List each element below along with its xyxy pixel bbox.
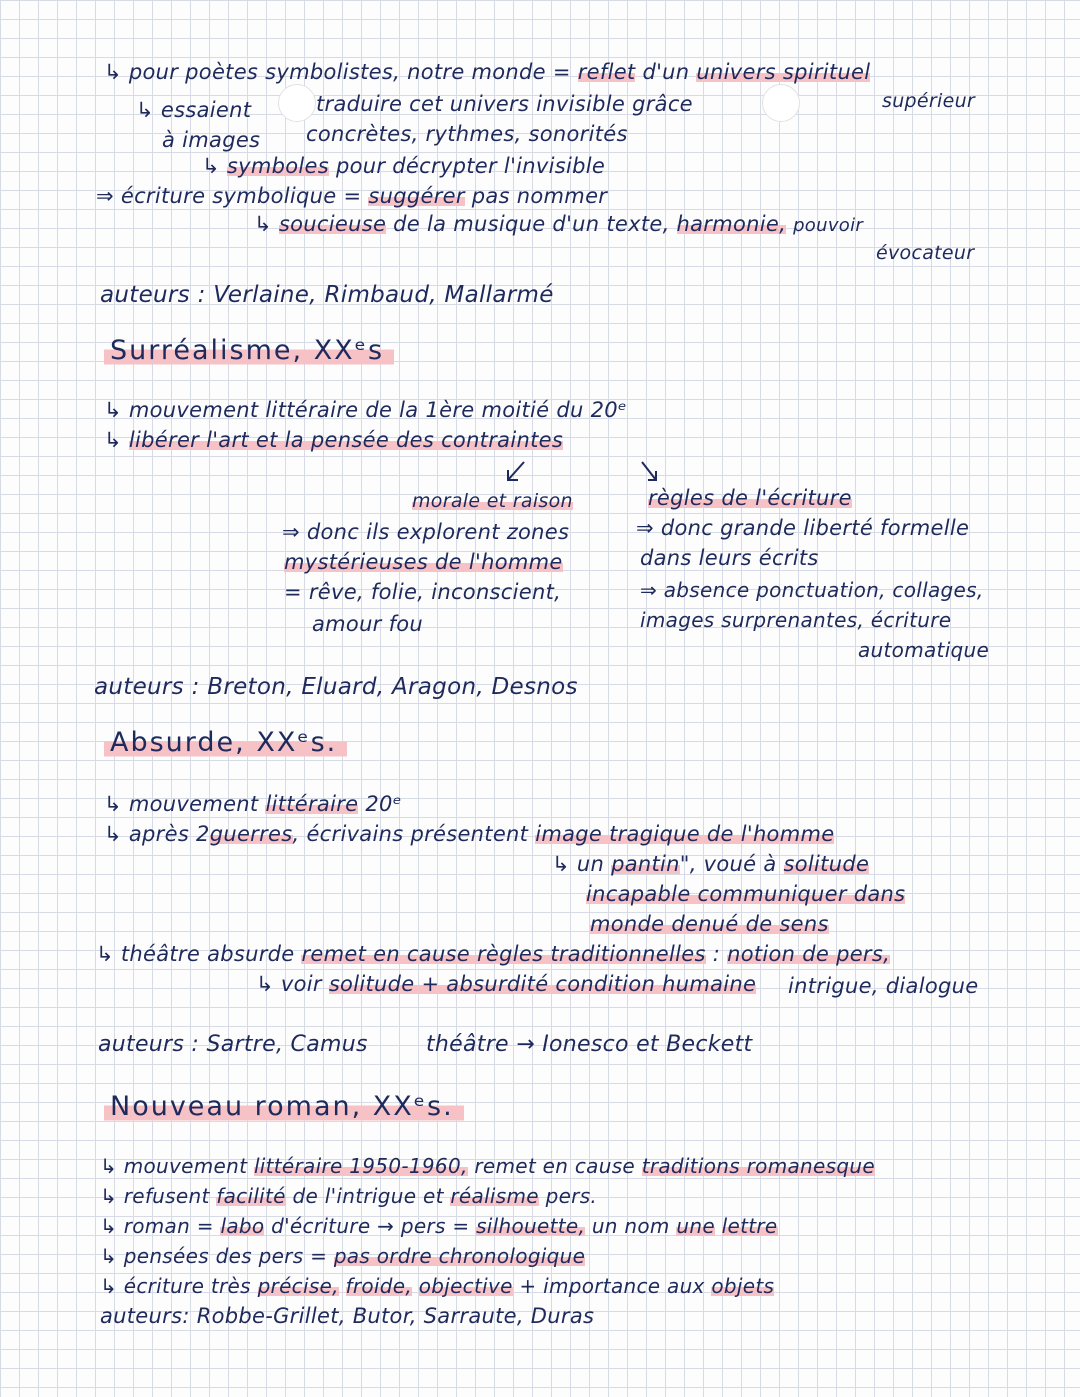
note-text: ⇒ écriture symbolique =	[96, 184, 362, 208]
nouveau-roman-line-5	[100, 1276, 774, 1296]
note-text: :	[712, 942, 721, 966]
arrow-right-icon: →	[516, 1032, 535, 1057]
highlight-text: mystérieuses de l'homme	[284, 550, 563, 574]
highlight-text: règles de l'écriture	[648, 486, 852, 510]
note-text: ↳	[202, 154, 220, 178]
highlight-text: objective	[418, 1274, 513, 1298]
highlight-text: univers spirituel	[696, 60, 871, 84]
highlight-text: précise,	[257, 1274, 339, 1298]
surrealisme-left-4: amour fou	[312, 612, 424, 636]
arrow-down-right-icon	[636, 458, 666, 488]
nouveau-roman-line-2	[100, 1186, 597, 1206]
highlight-text: morale et raison	[412, 490, 573, 512]
theatre-authors: Ionesco et Beckett	[542, 1032, 753, 1057]
note-text: ↳ voir	[256, 972, 322, 996]
note-text: pas nommer	[471, 184, 608, 208]
note-text: ↳ un	[552, 852, 605, 876]
surrealisme-line-1: ↳ mouvement littéraire de la 1ère moitié du 20ᵉ	[104, 398, 627, 422]
absurde-line-4	[586, 884, 905, 905]
note-text: , écrivains présentent	[292, 822, 529, 846]
highlight-text: labo	[220, 1214, 265, 1238]
note-text: ↳ mouvement	[104, 792, 259, 816]
authors-label: auteurs :	[94, 674, 200, 700]
authors-list: Robbe-Grillet, Butor, Sarraute, Duras	[196, 1304, 595, 1328]
highlight-text: littéraire 1950-1960,	[253, 1154, 468, 1178]
absurde-line-7	[256, 974, 756, 995]
authors-label: auteurs:	[100, 1304, 190, 1328]
binder-hole-right	[762, 84, 800, 122]
surrealisme-right-head	[648, 488, 852, 509]
note-text: d'un	[642, 60, 690, 84]
note-text: ↳	[254, 212, 272, 236]
authors-label: auteurs :	[100, 282, 206, 308]
binder-hole-left	[278, 84, 316, 122]
highlight-text: suggérer	[368, 184, 465, 208]
symbolisme-line-4a: à images	[162, 128, 261, 152]
note-text: ↳ refusent	[100, 1184, 210, 1208]
surrealisme-left-3: = rêve, folie, inconscient,	[284, 580, 562, 604]
highlight-text: soucieuse	[278, 212, 387, 236]
symbolisme-line-7	[254, 214, 863, 235]
absurde-line-6	[96, 944, 890, 965]
note-text: ↳ pour poètes symbolistes, notre monde =	[104, 60, 571, 84]
highlight-text: remet en cause règles traditionnelles	[301, 942, 706, 966]
surrealisme-right-5: automatique	[858, 638, 990, 662]
surrealisme-left-1: ⇒ donc ils explorent zones	[282, 520, 570, 544]
nouveau-roman-line-1	[100, 1156, 875, 1176]
section-title: Surréalisme, XXᵉs	[104, 336, 394, 366]
symbolisme-line-6	[96, 186, 607, 207]
authors-list: Breton, Eluard, Aragon, Desnos	[207, 674, 578, 700]
highlight-text: solitude	[783, 852, 870, 876]
symbolisme-authors	[100, 284, 554, 307]
symbolisme-line-2: supérieur	[882, 90, 976, 112]
authors-list: Verlaine, Rimbaud, Mallarmé	[213, 282, 554, 308]
absurde-authors	[98, 1034, 368, 1056]
note-text: de l'intrigue et	[292, 1184, 444, 1208]
highlight-text: objets	[711, 1274, 775, 1298]
note-text: ↳	[104, 428, 122, 452]
highlight-text: libérer l'art et la pensée des contraintes	[128, 428, 564, 452]
note-text: remet en cause	[474, 1154, 636, 1178]
symbolisme-line-8: évocateur	[876, 242, 975, 264]
highlight-text: harmonie,	[676, 212, 787, 236]
theatre-label: théâtre	[426, 1032, 509, 1057]
authors-label: auteurs :	[98, 1032, 200, 1057]
highlight-text: monde denué de sens	[590, 912, 829, 936]
highlight-text: facilité	[216, 1184, 286, 1208]
absurde-line-2	[104, 824, 834, 845]
nouveau-roman-line-4	[100, 1246, 585, 1266]
surrealisme-line-2	[104, 430, 563, 451]
note-text: ↳ roman =	[100, 1214, 214, 1238]
nouveau-roman-authors	[100, 1306, 594, 1327]
surrealisme-left-2	[284, 552, 563, 573]
surrealisme-authors	[94, 676, 578, 699]
note-text: → pers =	[377, 1214, 470, 1238]
highlight-text: lettre	[721, 1214, 778, 1238]
highlight-text: symboles	[226, 154, 329, 178]
note-text: + importance aux	[519, 1274, 705, 1298]
highlight-text: reflet	[577, 60, 636, 84]
note-text: pers.	[545, 1184, 598, 1208]
note-text: de la musique d'un texte,	[393, 212, 670, 236]
highlight-text: solitude + absurdité condition humaine	[328, 972, 757, 996]
highlight-text: une	[676, 1214, 715, 1238]
absurde-line-3	[552, 854, 869, 875]
highlight-text: image tragique de l'homme	[535, 822, 835, 846]
highlight-text: réalisme	[450, 1184, 539, 1208]
symbolisme-line-3a: ↳ essaient	[136, 98, 252, 122]
surrealisme-left-head	[412, 492, 573, 511]
note-text: ↳ pensées des pers =	[100, 1244, 328, 1268]
highlight-text: froide,	[345, 1274, 413, 1298]
note-text: ↳ théâtre absurde	[96, 942, 295, 966]
note-text: 20ᵉ	[365, 792, 402, 816]
note-text: pouvoir	[793, 215, 864, 236]
surrealisme-right-3: ⇒ absence ponctuation, collages,	[640, 578, 984, 602]
highlight-text: guerres	[209, 822, 293, 846]
surrealisme-right-2: dans leurs écrits	[640, 546, 819, 570]
note-text: ", voué à	[679, 852, 777, 876]
highlight-text: incapable communiquer dans	[586, 882, 906, 906]
note-text: pour décrypter l'invisible	[335, 154, 606, 178]
note-text: ↳ écriture très	[100, 1274, 251, 1298]
symbolisme-line-1	[104, 62, 870, 83]
note-text: d'écriture	[271, 1214, 371, 1238]
arrow-down-left-icon	[500, 458, 530, 488]
highlight-text: traditions romanesque	[641, 1154, 875, 1178]
note-text: ↳ mouvement	[100, 1154, 248, 1178]
authors-list: Sartre, Camus	[206, 1032, 368, 1057]
note-text: ↳ après 2	[104, 822, 210, 846]
highlight-text: silhouette,	[476, 1214, 586, 1238]
absurde-line-1	[104, 794, 402, 815]
surrealisme-right-4: images surprenantes, écriture	[640, 608, 952, 632]
highlight-text: pas ordre chronologique	[333, 1244, 586, 1268]
highlight-text: pantin	[611, 852, 680, 876]
surrealisme-right-1: ⇒ donc grande liberté formelle	[636, 516, 970, 540]
absurde-line-5	[590, 914, 829, 935]
symbolisme-line-4b: concrètes, rythmes, sonorités	[306, 122, 628, 146]
section-title: Nouveau roman, XXᵉs.	[104, 1092, 464, 1122]
note-text: un nom	[591, 1214, 670, 1238]
highlight-text: littéraire	[265, 792, 359, 816]
nouveau-roman-line-3	[100, 1216, 778, 1236]
highlight-text: notion de pers,	[727, 942, 891, 966]
absurde-theatre	[426, 1034, 752, 1056]
symbolisme-line-5	[202, 156, 605, 177]
section-title: Absurde, XXᵉs.	[104, 728, 347, 758]
absurde-line-7c: intrigue, dialogue	[788, 974, 979, 998]
symbolisme-line-3b: traduire cet univers invisible grâce	[316, 92, 693, 116]
